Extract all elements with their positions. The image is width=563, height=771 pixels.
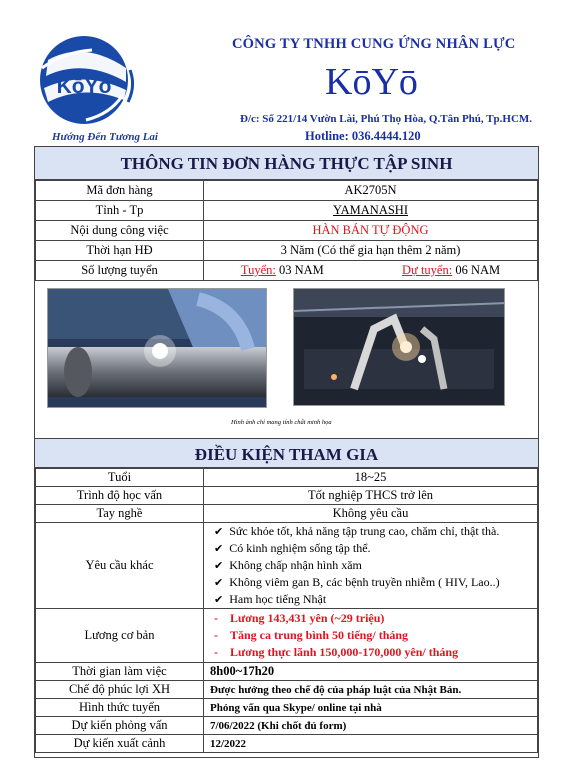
departure-label: Dự kiến xuất cảnh — [36, 735, 204, 753]
welding-photo-1 — [47, 288, 267, 408]
age-value: 18~25 — [204, 469, 538, 487]
table-row — [36, 469, 538, 487]
expect-value: 06 NAM — [455, 263, 501, 277]
province-value: YAMANASHI — [204, 201, 538, 221]
table-row — [36, 505, 538, 523]
welfare-label: Chế độ phúc lợi XH — [36, 681, 204, 699]
recruit-form-label: Hình thức tuyển — [36, 699, 204, 717]
table-row — [36, 241, 538, 261]
table-row — [36, 735, 538, 753]
contract-term-label: Thời hạn HĐ — [36, 241, 204, 261]
list-item: ✔ Không viêm gan B, các bệnh truyền nhiễm ( HIV, Lao..) — [214, 574, 537, 591]
conditions-title: ĐIỀU KIỆN THAM GIA — [35, 438, 538, 468]
work-hours-value: 8h00~17h20 — [204, 663, 538, 681]
order-info-table — [35, 180, 538, 281]
expect-label: Dự tuyển: — [402, 263, 453, 277]
list-item: - Lương thực lãnh 150,000-170,000 yên/ tháng — [214, 644, 537, 661]
welfare-value: Được hưởng theo chế độ của pháp luật của Nhật Bản. — [204, 681, 538, 699]
tagline: Hướng Đến Tương Lai — [52, 131, 158, 143]
work-hours-label: Thời gian làm việc — [36, 663, 204, 681]
salary-value — [204, 609, 538, 663]
company-name: CÔNG TY TNHH CUNG ỨNG NHÂN LỰC — [232, 36, 516, 52]
table-row — [36, 201, 538, 221]
order-code-label: Mã đơn hàng — [36, 181, 204, 201]
skill-value: Không yêu cầu — [204, 505, 538, 523]
list-item: ✔ Sức khỏe tốt, khả năng tập trung cao, chăm chỉ, thật thà. — [214, 523, 537, 540]
list-item: ✔ Có kinh nghiệm sống tập thể. — [214, 540, 537, 557]
recruit-form-value: Phỏng vấn qua Skype/ online tại nhà — [204, 699, 538, 717]
interview-value: 7/06/2022 (Khi chốt đủ form) — [204, 717, 538, 735]
job-value: HÀN BÁN TỰ ĐỘNG — [204, 221, 538, 241]
list-item: ✔ Không chấp nhận hình xăm — [214, 557, 537, 574]
welding-photo-2 — [293, 288, 505, 406]
table-row — [36, 663, 538, 681]
order-code-value: AK2705N — [204, 181, 538, 201]
table-row — [36, 181, 538, 201]
interview-label: Dự kiến phỏng vấn — [36, 717, 204, 735]
province-label: Tỉnh - Tp — [36, 201, 204, 221]
conditions-table — [35, 468, 538, 753]
header — [0, 0, 563, 146]
order-info-title: THÔNG TIN ĐƠN HÀNG THỰC TẬP SINH — [35, 147, 538, 180]
age-label: Tuổi — [36, 469, 204, 487]
hire-label: Tuyển: — [240, 263, 276, 277]
contract-term-value: 3 Năm (Có thể gia hạn thêm 2 năm) — [204, 241, 538, 261]
education-value: Tốt nghiệp THCS trở lên — [204, 487, 538, 505]
logo-text: KōYō — [56, 75, 112, 98]
list-item: - Tăng ca trung bình 50 tiếng/ tháng — [214, 627, 537, 644]
departure-value: 12/2022 — [204, 735, 538, 753]
table-row — [36, 487, 538, 505]
company-address: Đ/c: Số 221/14 Vườn Lài, Phú Thọ Hòa, Q.Tân Phú, Tp.HCM. — [240, 113, 533, 125]
job-label: Nội dung công việc — [36, 221, 204, 241]
list-item: - Lương 143,431 yên (~29 triệu) — [214, 610, 537, 627]
list-item: ✔ Ham học tiếng Nhật — [214, 591, 537, 608]
photos-area — [35, 282, 538, 438]
salary-list — [210, 610, 537, 661]
hire-value: 03 NAM — [278, 263, 324, 277]
table-row — [36, 717, 538, 735]
table-row — [36, 609, 538, 663]
education-label: Trình độ học vấn — [36, 487, 204, 505]
order-sheet — [34, 146, 539, 758]
hotline: Hotline: 036.4444.120 — [305, 129, 421, 143]
requirements-list — [210, 523, 537, 608]
table-row — [36, 261, 538, 281]
table-row — [36, 699, 538, 717]
salary-label: Lương cơ bản — [36, 609, 204, 663]
table-row — [36, 681, 538, 699]
table-row — [36, 221, 538, 241]
company-logo — [34, 30, 138, 130]
quantity-value — [204, 261, 538, 281]
other-requirements-value — [204, 523, 538, 609]
photo-caption: Hình ảnh chỉ mang tính chất minh họa — [231, 419, 332, 426]
quantity-label: Số lượng tuyển — [36, 261, 204, 281]
brand-name: KōYō — [325, 61, 418, 103]
table-row — [36, 523, 538, 609]
other-requirements-label: Yêu cầu khác — [36, 523, 204, 609]
skill-label: Tay nghề — [36, 505, 204, 523]
